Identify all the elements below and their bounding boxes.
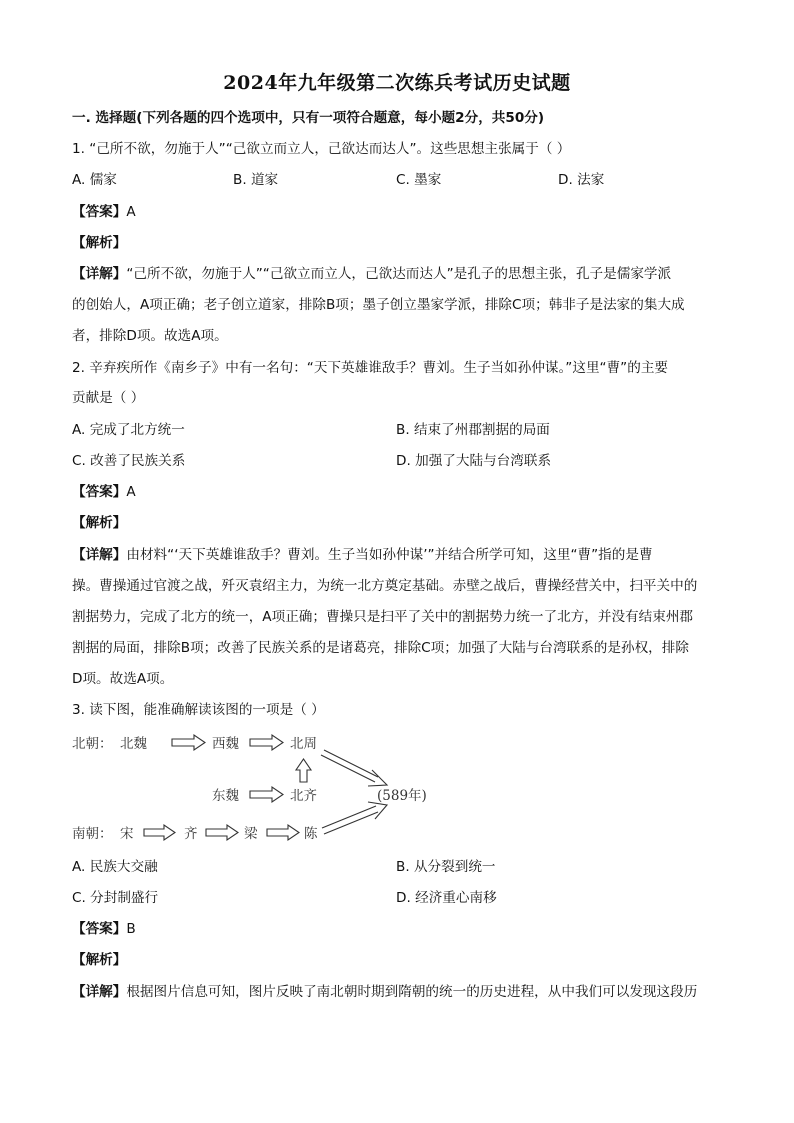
node-dongwei: 东魏 [212, 788, 239, 804]
q2-detail-line-3: 割据势力，完成了北方的统一，A项正确；曹操只是扫平了关中的割据势力统一了北方，并没有结束州郡 [72, 609, 694, 625]
q1-option-b: B. 道家 [233, 172, 279, 188]
detail-tag: 【详解】 [72, 266, 127, 282]
q1-detail-line-2: 的创始人，A项正确；老子创立道家，排除B项；墨子创立墨家学派，排除C项；韩非子是法家的集大成 [72, 297, 685, 313]
q3-option-d: D. 经济重心南移 [396, 890, 497, 906]
exam-title: 2024年九年级第二次练兵考试历史试题 [223, 72, 571, 94]
q2-detail-line-2: 操。曹操通过官渡之战，歼灭袁绍主力，为统一北方奠定基础。赤壁之战后，曹操经营关中，扫平关中的 [72, 578, 698, 594]
q2-option-a: A. 完成了北方统一 [72, 422, 185, 438]
node-song: 宋 [120, 826, 134, 842]
q3-analysis-label: 【解析】 [72, 952, 127, 968]
north-dynasties-label: 北朝： [72, 736, 113, 752]
answer-value: B [126, 921, 136, 937]
q2-detail-line-4: 割据的局面，排除B项；改善了民族关系的是诸葛亮，排除C项；加强了大陆与台湾联系的是孙权，排除 [72, 640, 689, 656]
q1-detail-line-3: 者，排除D项。故选A项。 [72, 328, 228, 344]
q3-answer [72, 919, 136, 939]
node-beiwei: 北魏 [120, 736, 147, 752]
q1-option-c: C. 墨家 [396, 172, 442, 188]
double-arrow-icon [144, 825, 175, 840]
answer-value: A [126, 484, 136, 500]
double-arrow-icon [250, 787, 283, 802]
q2-option-b: B. 结束了州郡割据的局面 [396, 422, 550, 438]
q1-analysis-label: 【解析】 [72, 235, 127, 251]
up-arrow-icon [296, 759, 311, 782]
q1-option-d: D. 法家 [558, 172, 605, 188]
q3-detail-line-1 [72, 982, 697, 1002]
section-heading: 一. 选择题(下列各题的四个选项中，只有一项符合题意，每小题2分，共50分) [72, 110, 545, 126]
q2-answer [72, 482, 136, 502]
double-arrow-icon [267, 825, 299, 840]
diagonal-arrow-icon [322, 802, 387, 834]
q2-detail-line-5: D项。故选A项。 [72, 671, 174, 687]
q2-stem-line-1: 2. 辛弃疾所作《南乡子》中有一名句：“天下英雄谁敌手？曹刘。生子当如孙仲谋。”这里“曹”的主要 [72, 360, 669, 376]
q2-stem-line-2: 贡献是（ ） [72, 390, 145, 406]
q2-option-d: D. 加强了大陆与台湾联系 [396, 453, 552, 469]
q1-detail-line-1 [72, 264, 671, 284]
detail-text: 由材料“‘天下英雄谁敌手？曹刘。生子当如孙仲谋’”并结合所学可知，这里“曹”指的是曹 [126, 547, 653, 563]
double-arrow-icon [250, 735, 283, 750]
q2-analysis-label: 【解析】 [72, 515, 127, 531]
node-liang: 梁 [244, 826, 258, 842]
south-dynasties-label: 南朝： [72, 826, 113, 842]
detail-text: 根据图片信息可知，图片反映了南北朝时期到隋朝的统一的历史进程，从中我们可以发现这段历 [126, 984, 698, 1000]
answer-value: A [126, 204, 136, 220]
double-arrow-icon [172, 735, 205, 750]
node-year-589: (589年) [377, 788, 427, 804]
answer-tag: 【答案】 [72, 204, 127, 220]
q1-answer [72, 202, 136, 222]
node-beizhou: 北周 [290, 736, 317, 752]
q3-option-a: A. 民族大交融 [72, 859, 158, 875]
detail-tag: 【详解】 [72, 547, 127, 563]
answer-tag: 【答案】 [72, 484, 127, 500]
dynasty-flow-diagram [72, 730, 472, 848]
diagonal-arrow-icon [321, 750, 387, 786]
q2-detail-line-1 [72, 545, 653, 565]
q1-option-a: A. 儒家 [72, 172, 117, 188]
double-arrow-icon [206, 825, 238, 840]
q3-option-c: C. 分封制盛行 [72, 890, 159, 906]
detail-tag: 【详解】 [72, 984, 127, 1000]
q3-stem: 3. 读下图，能准确解读该图的一项是（ ） [72, 702, 325, 718]
q3-option-b: B. 从分裂到统一 [396, 859, 496, 875]
q1-stem: 1. “己所不欲，勿施于人”“己欲立而立人，己欲达而达人”。这些思想主张属于（ ） [72, 141, 571, 157]
node-qi: 齐 [184, 826, 198, 842]
node-xiwei: 西魏 [212, 736, 239, 752]
detail-text: “己所不欲，勿施于人”“己欲立而立人，己欲达而达人”是孔子的思想主张，孔子是儒家学派 [126, 266, 672, 282]
answer-tag: 【答案】 [72, 921, 127, 937]
q2-option-c: C. 改善了民族关系 [72, 453, 186, 469]
node-beiqi: 北齐 [290, 788, 317, 804]
node-chen: 陈 [304, 826, 318, 842]
